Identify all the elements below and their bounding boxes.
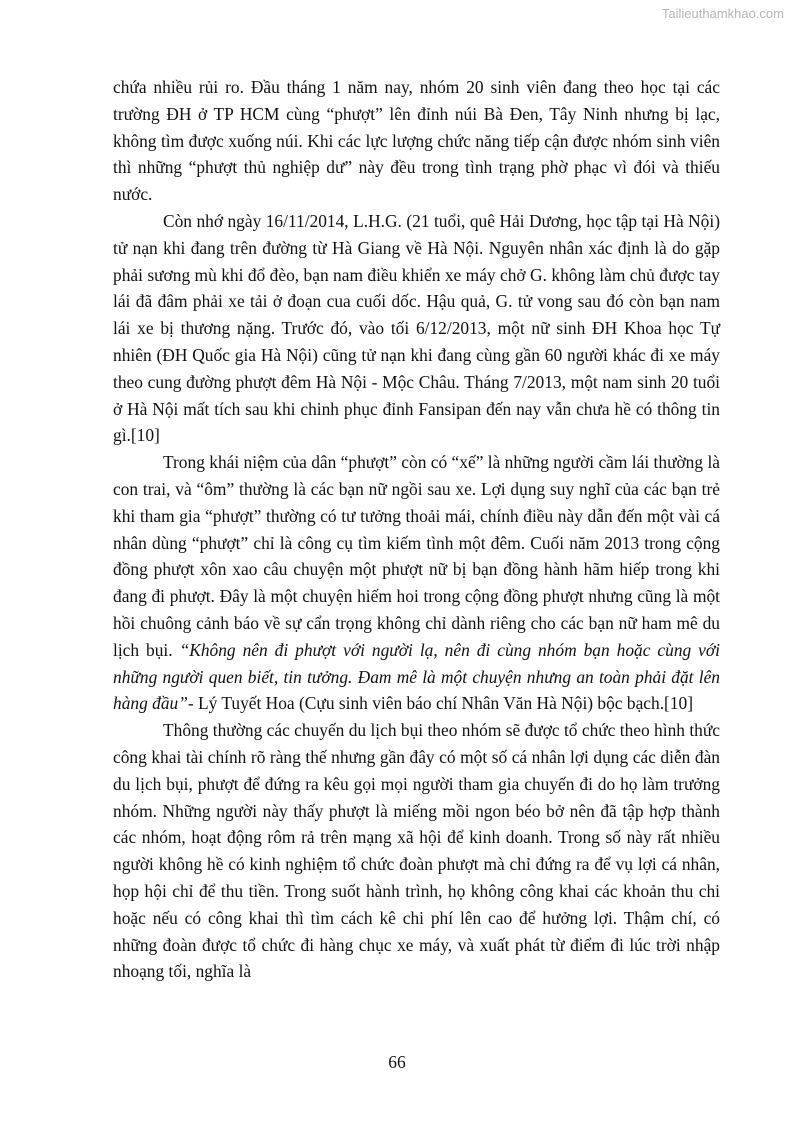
page-number: 66	[388, 1052, 406, 1072]
page-body	[113, 74, 720, 985]
quote-attribution: - Lý Tuyết Hoa (Cựu sinh viên báo chí Nhân Văn Hà Nội) bộc bạch.[10]	[187, 693, 694, 714]
paragraph-text-start: Trong khái niệm của dân “phượt” còn có “xế” là những người cầm lái thường là con trai, và “ôm” thường là các bạn nữ ngồi sau xe. Lợi dụng suy nghĩ của các bạn trẻ khi tham gia “phượt” thường có tư tưởng thoải mái, chính điều này dẫn đến một vài cá nhân dùng “phượt” chỉ là công cụ tìm kiếm tình một đêm. Cuối năm 2013 trong cộng đồng phượt xôn xao câu chuyện một phượt nữ bị bạn đồng hành hãm hiếp trong khi đang đi phượt. Đây là một chuyện hiếm hoi trong cộng đồng phượt nhưng cũng là một hồi chuông cảnh báo về sự cẩn trọng không chỉ dành riêng cho các bạn nữ ham mê du lịch bụi.	[113, 452, 720, 660]
watermark-text: Tailieuthamkhao.com	[661, 6, 784, 21]
paragraph-accident-cases: Còn nhớ ngày 16/11/2014, L.H.G. (21 tuổi, quê Hải Dương, học tập tại Hà Nội) tử nạn khi đang trên đường từ Hà Giang về Hà Nội. Nguyên nhân xác định là do gặp phải sương mù khi đổ đèo, bạn nam điều khiển xe máy chở G. không làm chủ được tay lái đã đâm phải xe tải ở đoạn cua cuối dốc. Hậu quả, G. tử vong sau đó còn bạn nam lái xe bị thương nặng. Trước đó, vào tối 6/12/2013, một nữ sinh ĐH Khoa học Tự nhiên (ĐH Quốc gia Hà Nội) cũng tử nạn khi đang cùng gần 60 người khác đi xe máy theo cung đường phượt đêm Hà Nội - Mộc Châu. Tháng 7/2013, một nam sinh 20 tuổi ở Hà Nội mất tích sau khi chinh phục đỉnh Fansipan đến nay vẫn chưa hề có thông tin gì.[10]	[113, 210, 720, 446]
paragraph-organized-groups: Thông thường các chuyến du lịch bụi theo nhóm sẽ được tổ chức theo hình thức công khai tài chính rõ ràng thế nhưng gần đây có một số cá nhân lợi dụng các diễn đàn du lịch bụi, phượt để đứng ra kêu gọi mọi người tham gia chuyến đi do họ làm trưởng nhóm. Những người này thấy phượt là miếng mồi ngon béo bở nên đã tập hợp thành các nhóm, hoạt động rôm rả trên mạng xã hội để kinh doanh. Trong số này rất nhiều người không hề có kinh nghiệm tổ chức đoàn phượt mà chỉ đứng ra để vụ lợi cá nhân, họp hội chỉ để thu tiền. Trong suốt hành trình, họ không công khai các khoản thu chi hoặc nếu có công khai thì tìm cách kê chi phí lên cao để hưởng lợi. Thậm chí, có những đoàn được tổ chức đi hàng chục xe máy, và xuất phát từ điểm đi lúc trời nhập nhoạng tối, nghĩa là	[113, 720, 720, 982]
paragraph-safety-warning	[113, 449, 720, 717]
paragraph-continuation: chứa nhiều rủi ro. Đầu tháng 1 năm nay, nhóm 20 sinh viên đang theo học tại các trường ĐH ở TP HCM cùng “phượt” lên đỉnh núi Bà Đen, Tây Ninh nhưng bị lạc, không tìm được xuống núi. Khi các lực lượng chức năng tiếp cận được nhóm sinh viên thì những “phượt thủ nghiệp dư” này đều trong tình trạng phờ phạc vì đói và thiếu nước.	[113, 77, 720, 205]
quote-text: “Không nên đi phượt với người lạ, nên đi cùng nhóm bạn hoặc cùng với những người quen biết, tin tưởng. Đam mê là một chuyện nhưng an toàn phải đặt lên hàng đầu”	[113, 639, 721, 714]
